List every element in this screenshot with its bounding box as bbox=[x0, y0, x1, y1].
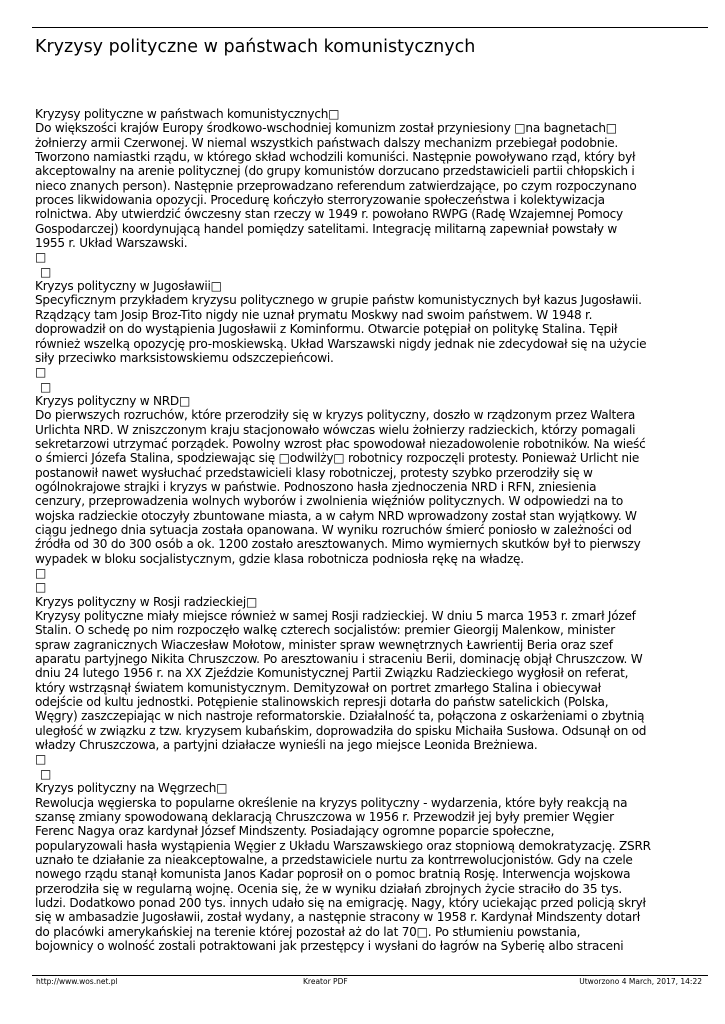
page-title: Kryzysy polityczne w państwach komunistycznych bbox=[35, 37, 476, 57]
text-line: Do pierwszych rozruchów, które przerodziły się w kryzys polityczny, doszło w rządzonym przez Waltera bbox=[35, 408, 636, 423]
text-line: postanowił nawet wysłuchać przedstawicieli klasy robotniczej, protesty szybko przerodziły się w bbox=[35, 465, 593, 480]
text-line: ludzi. Dodatkowo ponad 200 tys. innych udało się na emigrację. Nagy, który uciekając przed policją skrył bbox=[35, 895, 646, 910]
text-line: cenzury, przeprowadzenia wolnych wyborów i zwolnienia więźniów politycznych. W odpowiedzi na to bbox=[35, 494, 624, 509]
text-line: władzy Chruszczowa, a partyjni działacze wynieśli na jego miejsce Leonida Breżniewa. bbox=[35, 738, 538, 753]
text-line: □ bbox=[40, 379, 52, 394]
text-line: źródła od 30 do 300 osób a ok. 1200 zostało aresztowanych. Mimo wymiernych skutków był to pierwszy bbox=[35, 537, 641, 552]
text-line: Kryzysy polityczne miały miejsce również w samej Rosji radzieckiej. W dniu 5 marca 1953 r. zmarł Józef bbox=[35, 609, 636, 624]
text-line: odejście od kultu jednostki. Potępienie stalinowskich represji dotarła do państw satelickich (Polska, bbox=[35, 695, 609, 710]
footer-source-url: http://www.wos.net.pl bbox=[36, 977, 118, 986]
text-line: wojska radzieckie otoczyły zbuntowane miasta, a w całym NRD wprowadzony został stan wyjątkowy. W bbox=[35, 508, 637, 523]
text-line: dniu 24 lutego 1956 r. na XX Zjeździe Komunistycznej Partii Związku Radzieckiego wygłosił on referat, bbox=[35, 666, 629, 681]
text-line: się w ambasadzie Jugosławii, został wydany, a następnie stracony w 1958 r. Kardynał Mindszenty dotarł bbox=[35, 910, 640, 925]
text-line: ogólnokrajowe strajki i kryzys w państwie. Podnoszono hasła zjednoczenia NRD i RFN, zniesienia bbox=[35, 479, 597, 494]
text-line: nieco znanych person). Następnie przeprowadzano referendum zatwierdzające, po czym rozpoczynano bbox=[35, 178, 637, 193]
text-line: żołnierzy armii Czerwonej. W niemal wszystkich państwach dalszy mechanizm przebiegał podobnie. bbox=[35, 135, 619, 150]
text-line: □ bbox=[40, 766, 52, 781]
section-heading: Kryzys polityczny w Jugosławii□ bbox=[35, 279, 222, 294]
section-heading: Kryzys polityczny w NRD□ bbox=[35, 393, 191, 408]
top-divider bbox=[32, 27, 708, 28]
text-line: proces likwidowania opozycji. Procedurę kończyło sterroryzowanie społeczeństwa i kolektywizacja bbox=[35, 193, 605, 208]
text-line: □ bbox=[40, 264, 52, 279]
section-heading: Kryzys polityczny w Rosji radzieckiej□ bbox=[35, 594, 258, 609]
text-line: uległość w związku z tzw. kryzysem kubańskim, doprowadziła do spisku Michaiła Susłowa. Odsunął on od bbox=[35, 723, 647, 738]
text-line: 1955 r. Układ Warszawski. bbox=[35, 236, 188, 251]
text-line: Gospodarczej) koordynującą handel pomiędzy satelitami. Integrację militarną zapewniał powstały w bbox=[35, 221, 618, 236]
text-line: □ bbox=[35, 250, 47, 265]
text-line: □ bbox=[35, 580, 47, 595]
text-line: □ bbox=[35, 752, 47, 767]
footer-created-date: Utworzono 4 March, 2017, 14:22 bbox=[579, 977, 702, 986]
text-line: akceptowalny na arenie politycznej (do grupy komunistów dorzucano przedstawicieli partii chłopskich i bbox=[35, 164, 635, 179]
text-line: spraw zagranicznych Wiaczesław Mołotow, minister spraw wewnętrznych Ławrientij Beria oraz szef bbox=[35, 637, 613, 652]
text-line: Tworzono namiastki rządu, w którego skład wchodzili komuniści. Następnie powoływano rząd, który był bbox=[35, 150, 636, 165]
text-line: popularyzowali hasła wystąpienia Węgier z Układu Warszawskiego oraz stopniową demokratyzację. ZSRR bbox=[35, 838, 651, 853]
text-line: aparatu partyjnego Nikita Chruszczow. Po aresztowaniu i straceniu Berii, dominację objął Chruszczow. W bbox=[35, 652, 643, 667]
text-line: przerodziła się w regularną wojnę. Ocenia się, że w wyniku działań zbrojnych życie straciło do 35 tys. bbox=[35, 881, 622, 896]
text-line: sekretarzowi utrzymać porządek. Powolny wzrost płac spowodował niezadowolenie robotników. Na wieść bbox=[35, 436, 646, 451]
text-line: o śmierci Józefa Stalina, spodziewając się □odwilży□ robotnicy rozpoczęli protesty. Ponieważ Urlicht nie bbox=[35, 451, 640, 466]
text-line: ciągu jednego dnia sytuacja została opanowana. W wyniku rozruchów śmierć poniosło w zależności od bbox=[35, 522, 632, 537]
document-body bbox=[35, 107, 711, 953]
text-line: uznało te działanie za nieakceptowalne, a przedstawiciele nurtu za kontrrewolucjonistów. Gdy na czele bbox=[35, 852, 633, 867]
text-line: Rządzący tam Josip Broz-Tito nigdy nie uznał prymatu Moskwy nad swoim państwem. W 1948 r. bbox=[35, 307, 593, 322]
text-line: siły przeciwko marksistowskiemu odszczepieńcowi. bbox=[35, 350, 334, 365]
text-line: nowego rządu stanął komunista Janos Kadar poprosił on o pomoc bratnią Rosję. Interwencja wojskowa bbox=[35, 867, 631, 882]
text-line: który wstrząsnął światem komunistycznym. Demityzował on portret zmarłego Stalina i obiecywał bbox=[35, 680, 601, 695]
text-line: Specyficznym przykładem kryzysu politycznego w grupie państw komunistycznych był kazus Jugosławii. bbox=[35, 293, 642, 308]
text-line: □ bbox=[35, 365, 47, 380]
text-line: Rewolucja węgierska to popularne określenie na kryzys polityczny - wydarzenia, które były reakcją na bbox=[35, 795, 628, 810]
text-line: Urlichta NRD. W zniszczonym kraju stacjonowało wówczas wielu żołnierzy radzieckich, którzy pomagali bbox=[35, 422, 636, 437]
text-line: Kryzysy polityczne w państwach komunistycznych□ bbox=[35, 107, 340, 121]
text-line: rolnictwa. Aby utwierdzić ówczesny stan rzeczy w 1949 r. powołano RWPG (Radę Wzajemnej Pomocy bbox=[35, 207, 623, 222]
text-line: do placówki amerykańskiej na terenie której pozostał aż do lat 70□. Po stłumieniu powstania, bbox=[35, 924, 581, 939]
footer-divider bbox=[32, 975, 708, 976]
footer-generator: Kreator PDF bbox=[303, 977, 348, 986]
text-line: Ferenc Nagya oraz kardynał József Mindszenty. Posiadający ogromne poparcie społeczne, bbox=[35, 824, 555, 839]
text-line: również wszelką opozycję pro-moskiewską. Układ Warszawski nigdy jednak nie zdecydował się na użycie bbox=[35, 336, 647, 351]
text-line: Węgry) zaszczepiając w nich nastroje reformatorskie. Działalność ta, połączona z oskarżeniami o zbytnią bbox=[35, 709, 645, 724]
section-heading: Kryzys polityczny na Węgrzech□ bbox=[35, 781, 228, 796]
text-line: Do większości krajów Europy środkowo-wschodniej komunizm został przyniesiony □na bagnetach□ bbox=[35, 121, 617, 136]
text-line: doprowadził on do wystąpienia Jugosławii z Kominformu. Otwarcie potępiał on politykę Stalina. Tępił bbox=[35, 322, 618, 337]
text-line: □ bbox=[35, 566, 47, 580]
text-line: szansę zmiany spowodowaną deklaracją Chruszczowa w 1956 r. Przewodził jej były premier Węgier bbox=[35, 809, 614, 824]
text-line: wypadek w bloku socjalistycznym, gdzie klasa robotnicza podniosła rękę na władzę. bbox=[35, 551, 524, 566]
text-line: Stalin. O schedę po nim rozpoczęło walkę czterech socjalistów: premier Gieorgij Malenkow, minister bbox=[35, 623, 615, 638]
text-line: bojownicy o wolność zostali potraktowani jak przestępcy i wysłani do łagrów na Syberię albo straceni bbox=[35, 938, 624, 953]
